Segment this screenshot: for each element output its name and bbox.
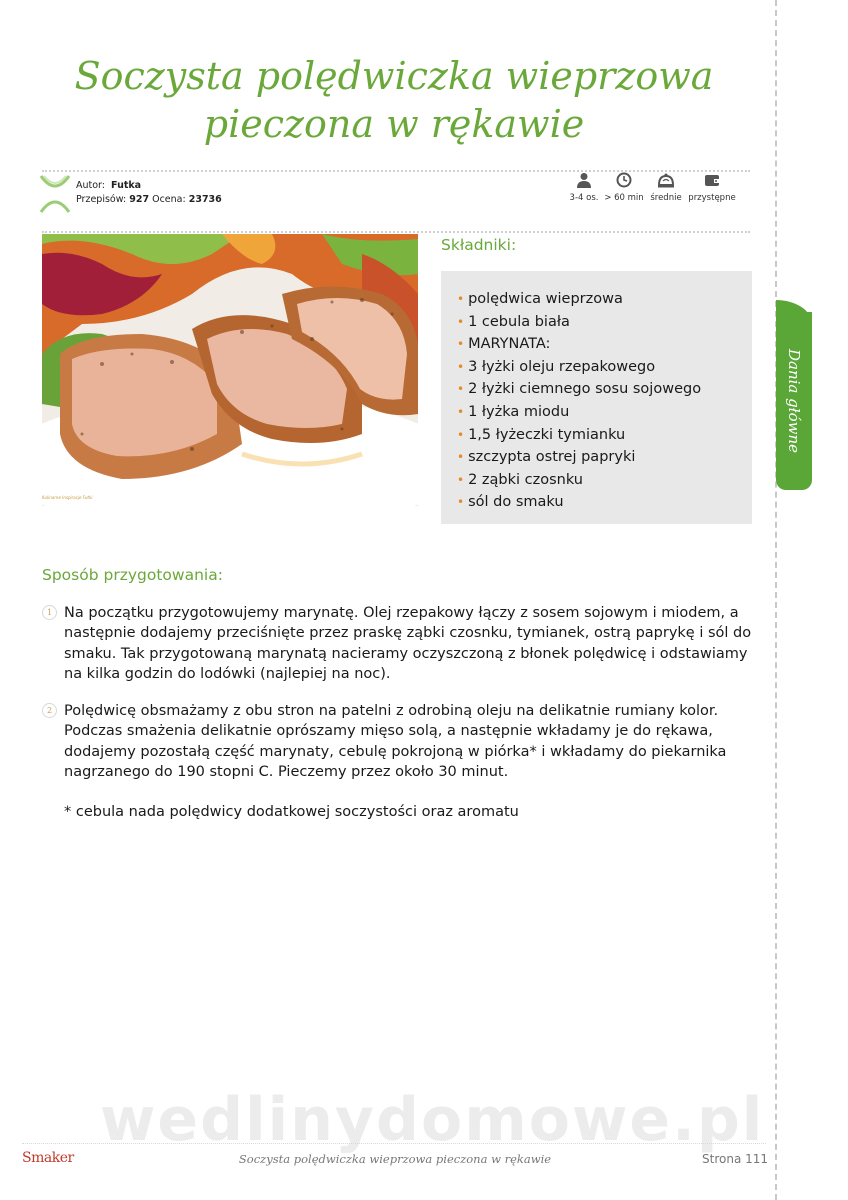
category-tab-label: Dania główne bbox=[785, 348, 803, 453]
ingredients-list bbox=[441, 271, 752, 514]
ingredient-item: • 1 cebula biała bbox=[457, 311, 752, 334]
recipes-count: 927 bbox=[129, 194, 150, 205]
header-divider-bottom bbox=[42, 231, 750, 233]
footer-divider bbox=[22, 1143, 766, 1144]
chef-hat-icon bbox=[657, 172, 675, 188]
author-name[interactable]: Futka bbox=[111, 180, 142, 191]
recipe-title: Soczysta polędwiczka wieprzowa pieczona w rękawie bbox=[74, 54, 714, 146]
author-label: Autor: bbox=[76, 180, 105, 191]
ingredient-item: • 3 łyżki oleju rzepakowego bbox=[457, 356, 752, 379]
ingredients-box bbox=[441, 271, 752, 524]
step-text: Polędwicę obsmażamy z obu stron na patelni z odrobiną oleju na delikatnie rumiany kolor. Podczas smażenia delikatnie oprószamy mięso solą, a następnie wkładamy je do rękawa, dodajemy pozostałą część marynaty, cebulę pokrojoną w piórka* i wkładamy do piekarnika nagrzanego do 190 stopni C. Pieczemy przez około 30 minut. bbox=[64, 703, 727, 781]
rating-value: 23736 bbox=[188, 194, 222, 205]
author-info bbox=[76, 179, 222, 207]
time-label: > 60 min bbox=[604, 193, 644, 203]
cut-line bbox=[775, 0, 777, 1200]
method-heading: Sposób przygotowania: bbox=[42, 566, 223, 584]
ingredients-heading: Składniki: bbox=[441, 236, 517, 254]
author-stats bbox=[76, 193, 222, 207]
cost-meta bbox=[688, 172, 736, 203]
author-line bbox=[76, 179, 222, 193]
step-number: 2 bbox=[42, 703, 57, 718]
ingredient-item: • 1 łyżka miodu bbox=[457, 401, 752, 424]
photo-credit-author: Futka bbox=[343, 493, 363, 501]
recipe-photo bbox=[42, 234, 418, 506]
clock-icon bbox=[616, 172, 632, 188]
ingredient-item: • 2 łyżki ciemnego sosu sojowego bbox=[457, 378, 752, 401]
difficulty-label: średnie bbox=[650, 193, 682, 203]
method-step bbox=[42, 603, 752, 685]
rating-label: Ocena: bbox=[152, 194, 186, 205]
photo-credit-left: Kulinarne Inspiracje Futki bbox=[42, 495, 93, 500]
ingredient-item: • szczypta ostrej papryki bbox=[457, 446, 752, 469]
difficulty-meta bbox=[642, 172, 690, 203]
photo-credit-right: Futka | Smaker bbox=[343, 489, 412, 502]
ingredient-item: • 2 ząbki czosnku bbox=[457, 469, 752, 492]
time-meta bbox=[600, 172, 648, 203]
person-icon bbox=[576, 172, 592, 188]
recipe-meta bbox=[560, 172, 742, 212]
watermark: wedlinydomowe.pl bbox=[100, 1085, 765, 1155]
method-step bbox=[42, 701, 752, 783]
footer-brand-logo: Smaker bbox=[22, 1150, 74, 1166]
wallet-icon bbox=[704, 172, 720, 188]
recipe-photo-image bbox=[42, 234, 418, 506]
footer-title: Soczysta polędwiczka wieprzowa pieczona w rękawie bbox=[238, 1152, 552, 1166]
ingredient-item: • polędwica wieprzowa bbox=[457, 288, 752, 311]
step-number: 1 bbox=[42, 605, 57, 620]
cost-label: przystępne bbox=[688, 193, 736, 203]
ingredient-item: • MARYNATA: bbox=[457, 333, 752, 356]
author-logo-icon bbox=[38, 174, 72, 214]
page-number: Strona 111 bbox=[702, 1152, 769, 1166]
photo-credit-brand: Smaker bbox=[369, 489, 412, 502]
recipes-label: Przepisów: bbox=[76, 194, 127, 205]
method-footnote: * cebula nada polędwicy dodatkowej soczystości oraz aromatu bbox=[64, 804, 519, 820]
ingredient-item: • sól do smaku bbox=[457, 491, 752, 514]
servings-label: 3-4 os. bbox=[569, 193, 599, 203]
category-tab[interactable] bbox=[776, 312, 812, 490]
step-text: Na początku przygotowujemy marynatę. Olej rzepakowy łączy z sosem sojowym i miodem, a następnie dodajemy przeciśnięte przez praskę ząbki czosnku, tymianek, ostrą paprykę i sól do smaku. Tak przygotowaną marynatą nacieramy oczyszczoną z błonek polędwicę i odstawiamy na kilka godzin do lodówki (najlepiej na noc). bbox=[64, 605, 752, 683]
ingredient-item: • 1,5 łyżeczki tymianku bbox=[457, 424, 752, 447]
